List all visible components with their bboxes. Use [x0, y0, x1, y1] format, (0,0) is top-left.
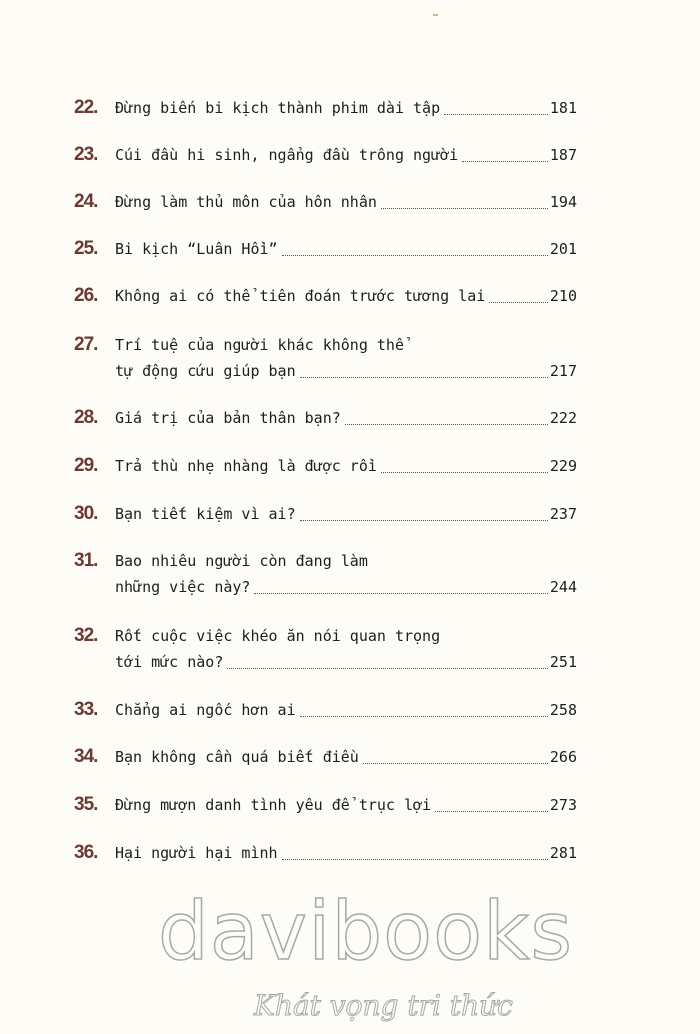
entry-page: 266 — [549, 748, 577, 766]
entry-title: Giá trị của bản thân bạn? — [115, 409, 341, 427]
publisher-watermark — [0, 885, 700, 1034]
dot-leader — [462, 161, 548, 162]
dot-leader — [381, 472, 548, 473]
entry-number: 28. — [74, 407, 98, 428]
entry-page: 258 — [549, 701, 577, 719]
entry-title: Bao nhiêu người còn đang làm — [115, 552, 368, 570]
entry-page: 181 — [549, 99, 577, 117]
dot-leader — [444, 114, 548, 115]
dot-leader — [300, 520, 548, 521]
entry-number: 29. — [74, 455, 98, 476]
entry-page: 273 — [549, 796, 577, 814]
entry-number: 27. — [74, 334, 98, 355]
entry-page: 222 — [549, 409, 577, 427]
entry-title: Rốt cuộc việc khéo ăn nói quan trọng — [115, 627, 441, 645]
entry-title: Cúi đầu hi sinh, ngẩng đầu trông người — [115, 146, 459, 164]
dot-leader — [489, 302, 548, 303]
watermark-tagline: Khát vọng tri thức — [254, 989, 513, 1022]
dot-leader — [435, 811, 548, 812]
entry-number: 26. — [74, 285, 98, 306]
entry-title-continued: những việc này? — [115, 578, 251, 596]
entry-number: 34. — [74, 746, 98, 767]
dot-leader — [345, 424, 548, 425]
entry-number: 33. — [74, 699, 98, 720]
entry-title: Chẳng ai ngốc hơn ai — [115, 701, 296, 719]
entry-title-continued: tự động cứu giúp bạn — [115, 362, 296, 380]
entry-number: 23. — [74, 144, 98, 165]
entry-page: 194 — [549, 193, 577, 211]
entry-page: 244 — [549, 578, 577, 596]
entry-title-continued: tới mức nào? — [115, 653, 224, 671]
entry-number: 30. — [74, 503, 98, 524]
entry-page: 251 — [549, 653, 577, 671]
entry-number: 24. — [74, 191, 98, 212]
entry-title: Trả thù nhẹ nhàng là được rồi — [115, 457, 377, 475]
entry-number: 31. — [74, 550, 98, 571]
entry-page: 229 — [549, 457, 577, 475]
dot-leader — [300, 716, 548, 717]
entry-title: Bi kịch “Luân Hồi” — [115, 240, 278, 258]
dot-leader — [282, 255, 548, 256]
dot-leader — [363, 763, 548, 764]
entry-number: 35. — [74, 794, 98, 815]
entry-title: Đừng làm thủ môn của hôn nhân — [115, 193, 377, 211]
dot-leader — [282, 859, 548, 860]
entry-title: Đừng mượn danh tình yêu để trục lợi — [115, 796, 432, 814]
dot-leader — [227, 668, 548, 669]
entry-page: 237 — [549, 505, 577, 523]
entry-page: 187 — [549, 146, 577, 164]
entry-title: Trí tuệ của người khác không thể — [115, 336, 404, 354]
entry-number: 25. — [74, 238, 98, 259]
entry-page: 281 — [549, 844, 577, 862]
entry-title: Hại người hại mình — [115, 844, 278, 862]
dot-leader — [254, 593, 547, 594]
entry-number: 32. — [74, 625, 98, 646]
entry-title: Không ai có thể tiên đoán trước tương lai — [115, 287, 486, 305]
dot-leader — [300, 377, 548, 378]
watermark-brand: davibooks — [158, 885, 574, 978]
entry-page: 217 — [549, 362, 577, 380]
entry-number: 36. — [74, 842, 98, 863]
entry-page: 201 — [549, 240, 577, 258]
entry-number: 22. — [74, 97, 98, 118]
entry-title: Đừng biến bi kịch thành phim dài tập — [115, 99, 441, 117]
entry-page: 210 — [549, 287, 577, 305]
entry-title: Bạn không cần quá biết điều — [115, 748, 359, 766]
entry-title: Bạn tiết kiệm vì ai? — [115, 505, 296, 523]
dot-leader — [381, 208, 548, 209]
